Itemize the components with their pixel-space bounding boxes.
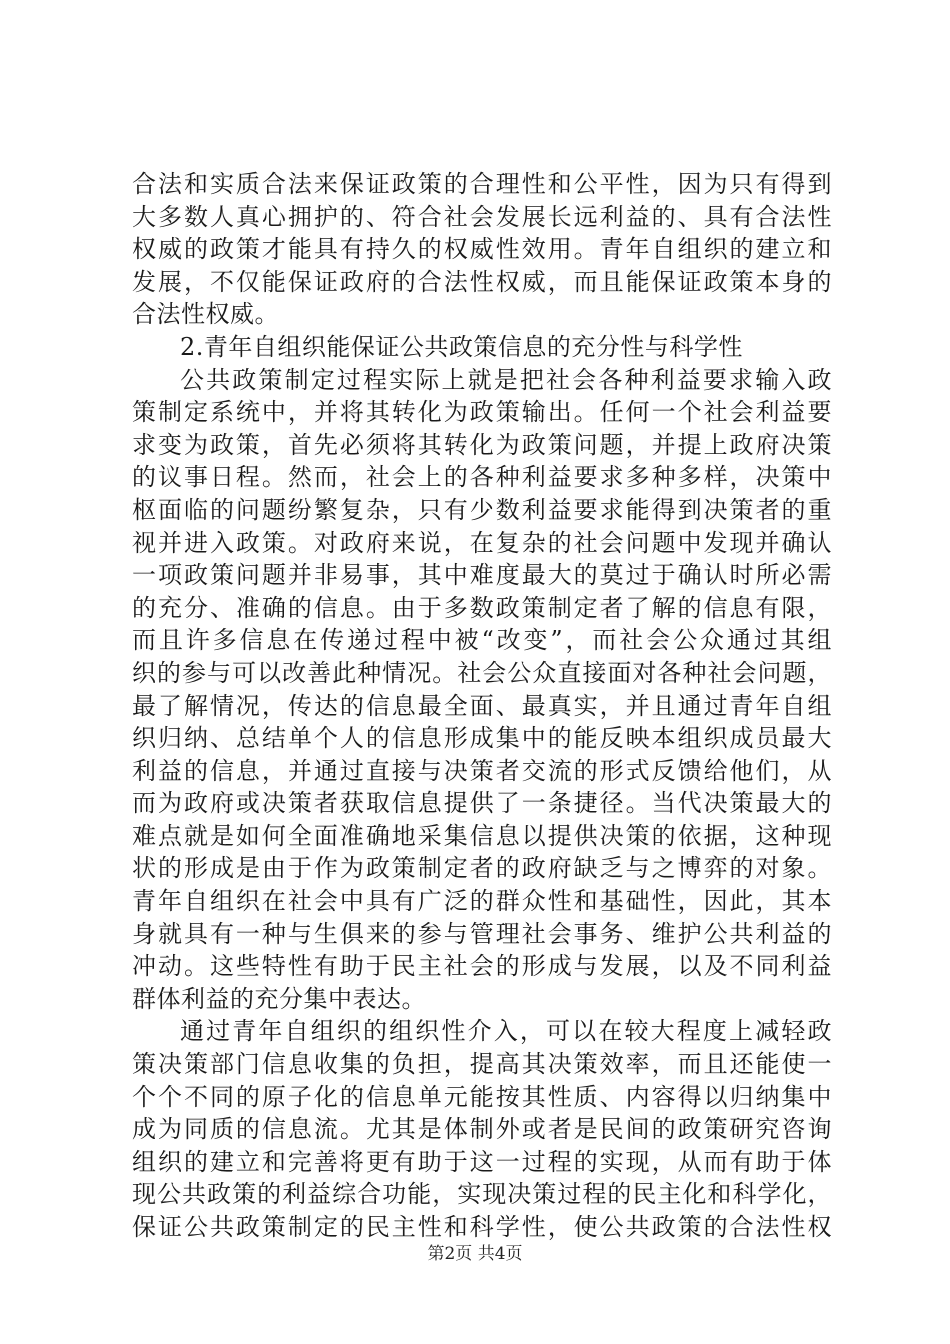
text-line: 个个不同的原子化的信息单元能按其性质、内容得以归纳集中 [132,1082,832,1111]
text-line: 织归纳、总结单个人的信息形成集中的能反映本组织成员最大 [132,724,832,753]
section-heading: 2.青年自组织能保证公共政策信息的充分性与科学性 [180,332,743,361]
text-line: 青年自组织在社会中具有广泛的群众性和基础性，因此，其本 [132,887,832,916]
text-line: 群体利益的充分集中表达。 [132,984,426,1013]
text-line: 而为政府或决策者获取信息提供了一条捷径。当代决策最大的 [132,789,832,818]
text-line: 策制定系统中，并将其转化为政策输出。任何一个社会利益要 [132,398,832,427]
text-line: 的议事日程。然而，社会上的各种利益要求多种多样，决策中 [132,463,832,492]
text-line: 视并进入政策。对政府来说，在复杂的社会问题中发现并确认 [132,528,832,557]
text-line: 策决策部门信息收集的负担，提高其决策效率，而且还能使一 [132,1050,832,1079]
text-line: 枢面临的问题纷繁复杂，只有少数利益要求能得到决策者的重 [132,495,832,524]
text-line: 组织的建立和完善将更有助于这一过程的实现，从而有助于体 [132,1147,832,1176]
text-line: 的充分、准确的信息。由于多数政策制定者了解的信息有限， [132,593,832,622]
text-line: 大多数人真心拥护的、符合社会发展长远利益的、具有合法性 [132,202,832,231]
text-line: 通过青年自组织的组织性介入，可以在较大程度上减轻政 [180,1017,832,1046]
page-footer: 第2页 共4页 [427,1244,523,1264]
text-line: 身就具有一种与生俱来的参与管理社会事务、维护公共利益的 [132,919,832,948]
text-line: 状的形成是由于作为政策制定者的政府缺乏与之博弈的对象。 [132,854,832,883]
text-line: 最了解情况，传达的信息最全面、最真实，并且通过青年自组 [132,691,832,720]
text-line: 一项政策问题并非易事，其中难度最大的莫过于确认时所必需 [132,561,832,590]
text-line: 利益的信息，并通过直接与决策者交流的形式反馈给他们，从 [132,756,832,785]
text-line: 而且许多信息在传递过程中被“改变”，而社会公众通过其组 [132,626,832,655]
text-line: 合法和实质合法来保证政策的合理性和公平性，因为只有得到 [132,170,832,198]
text-line: 织的参与可以改善此种情况。社会公众直接面对各种社会问题， [132,658,832,687]
text-line: 合法性权威。 [132,300,279,329]
text-line: 求变为政策，首先必须将其转化为政策问题，并提上政府决策 [132,430,832,459]
text-line: 成为同质的信息流。尤其是体制外或者是民间的政策研究咨询 [132,1115,832,1144]
body-text [132,168,832,1244]
text-line: 权威的政策才能具有持久的权威性效用。青年自组织的建立和 [132,235,832,264]
text-line: 保证公共政策制定的民主性和科学性，使公共政策的合法性权 [132,1213,832,1241]
text-line: 公共政策制定过程实际上就是把社会各种利益要求输入政 [180,365,832,394]
text-line: 难点就是如何全面准确地采集信息以提供决策的依据，这种现 [132,821,832,850]
text-line: 发展，不仅能保证政府的合法性权威，而且能保证政策本身的 [132,267,832,296]
text-line: 冲动。这些特性有助于民主社会的形成与发展，以及不同利益 [132,952,832,981]
text-line: 现公共政策的利益综合功能，实现决策过程的民主化和科学化， [132,1180,832,1209]
